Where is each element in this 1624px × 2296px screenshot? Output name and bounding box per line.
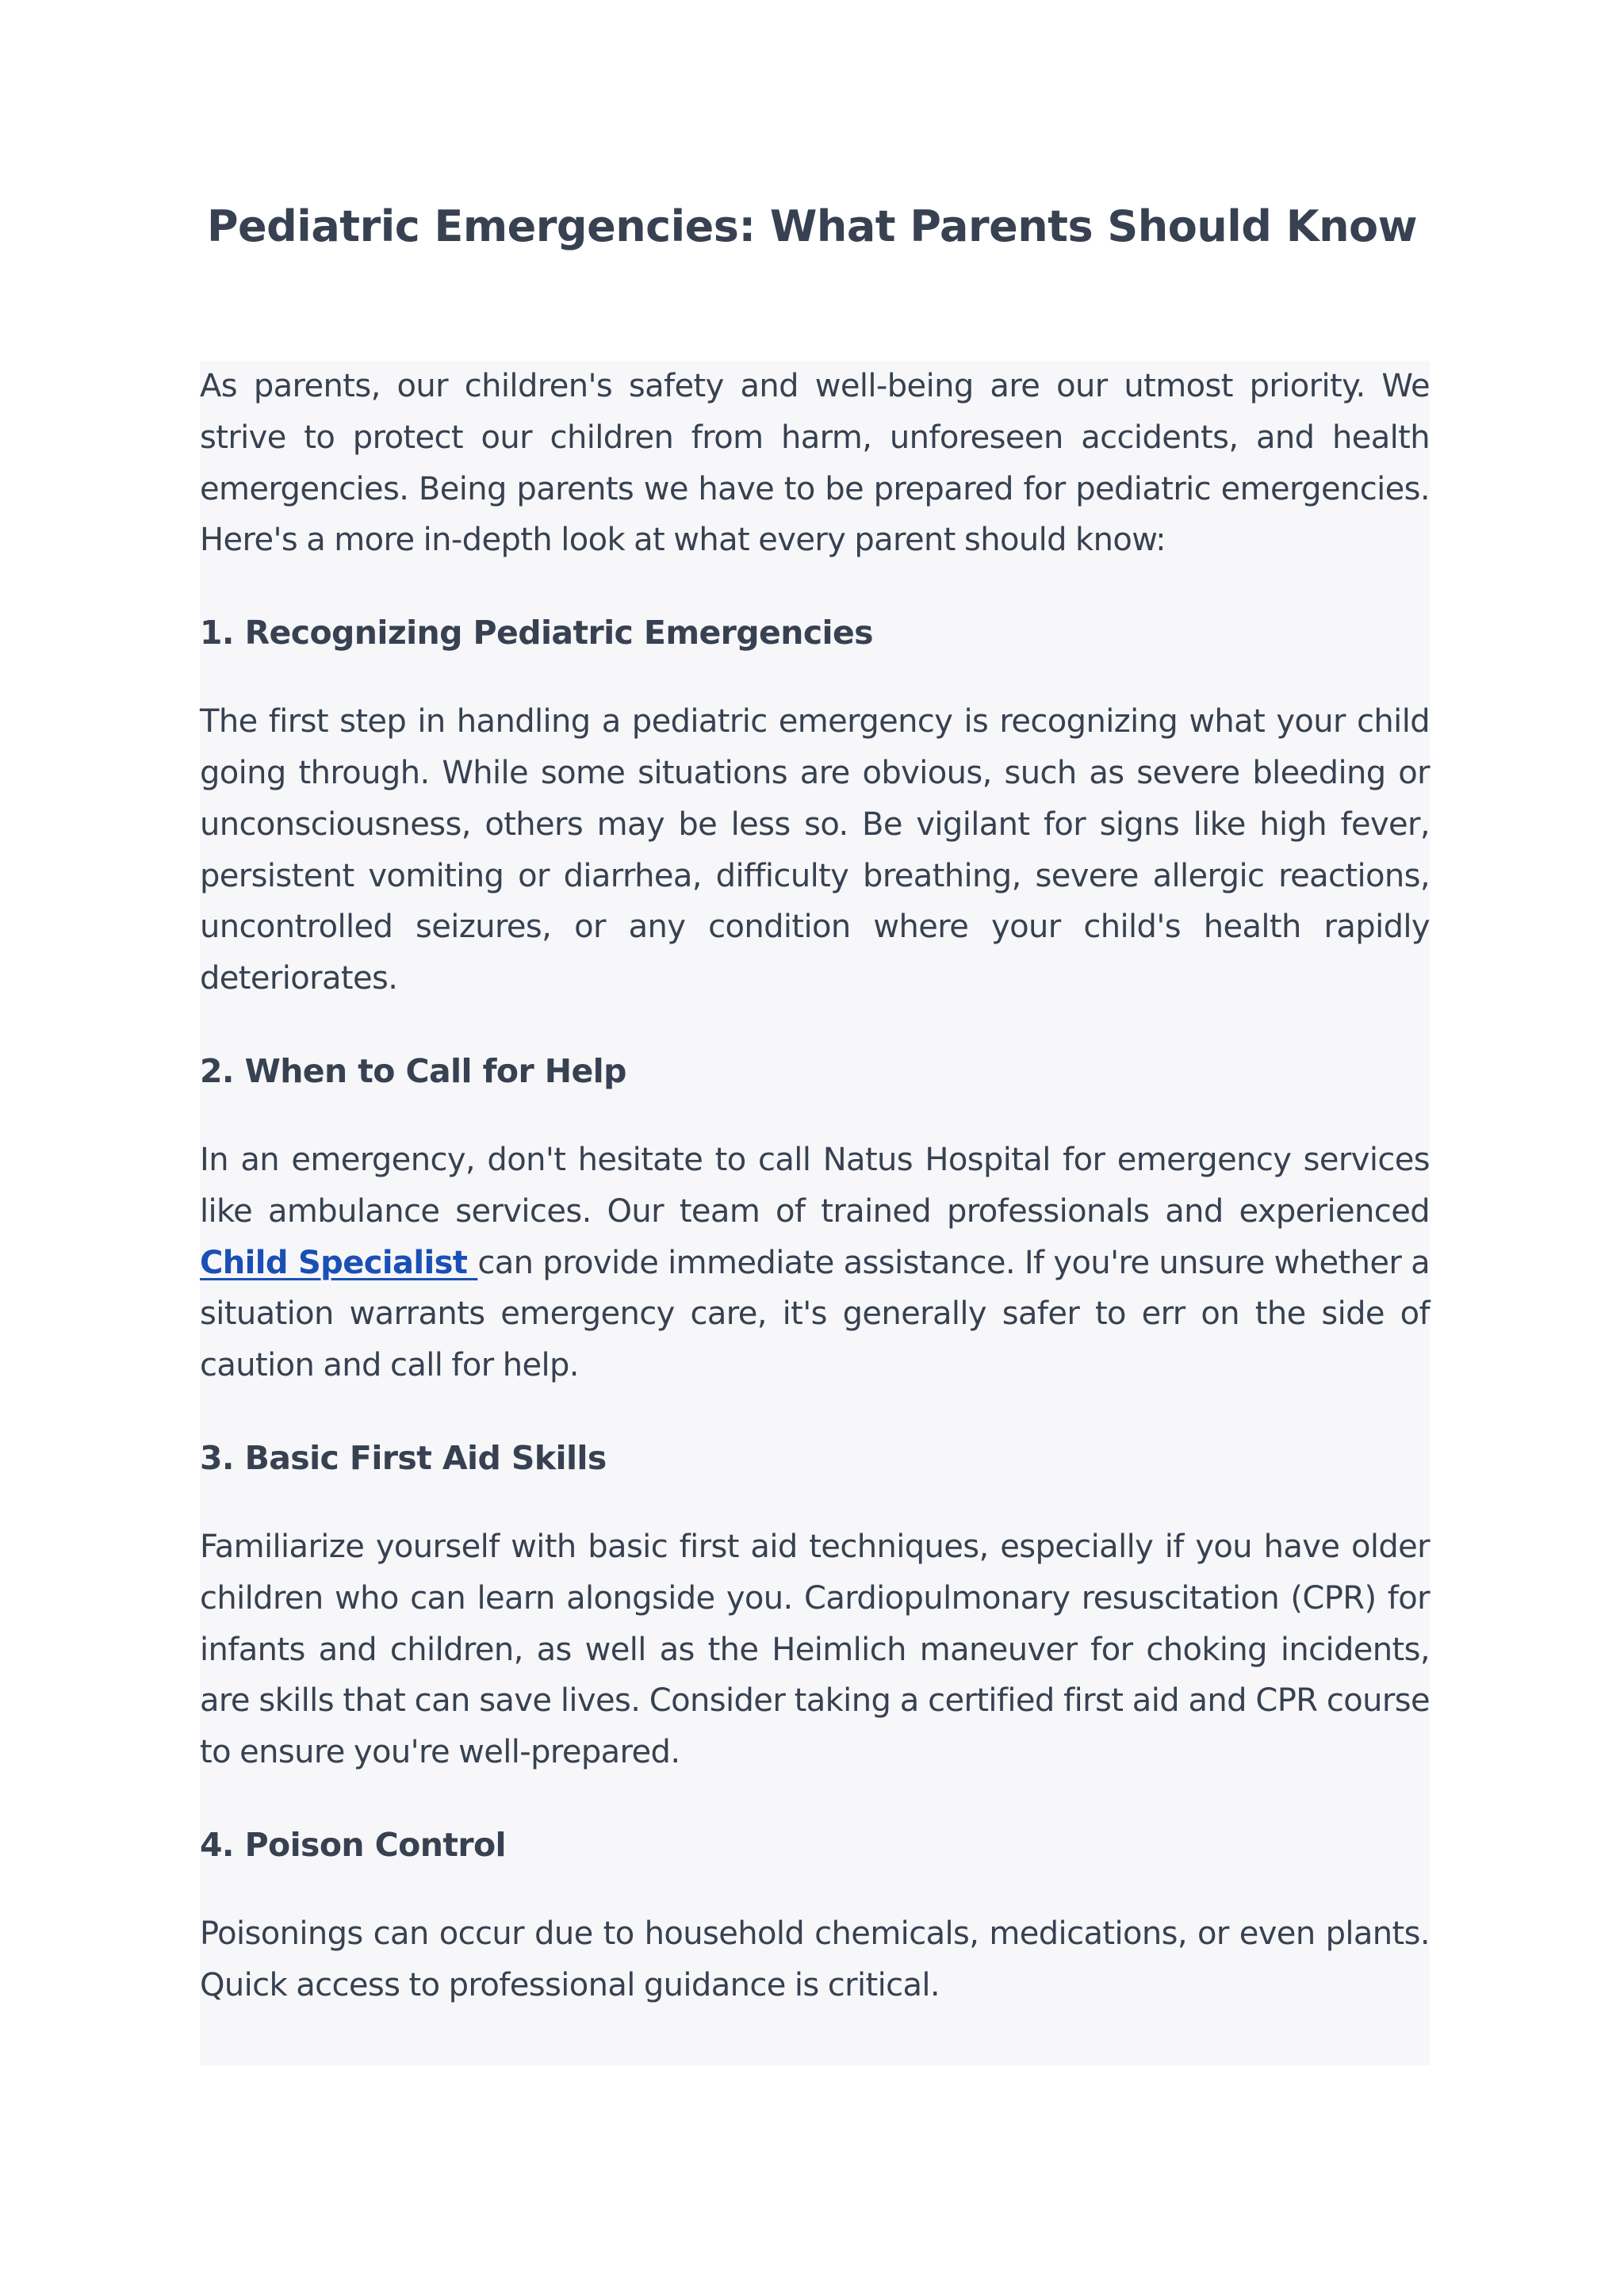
- section-heading-poison-control: 4. Poison Control: [200, 1825, 506, 1864]
- section-heading-when-to-call: 2. When to Call for Help: [200, 1051, 626, 1090]
- intro-paragraph: As parents, our children's safety and well-being are our utmost priority. We strive to protect our children from harm, unforeseen accidents, and health emergencies. Being parents we have to be prepared for pediatric emergencies. Here's a more in-depth look at what every parent should know:: [200, 368, 1430, 559]
- page-title: Pediatric Emergencies: What Parents Should Know: [206, 201, 1418, 251]
- section-heading-first-aid: 3. Basic First Aid Skills: [200, 1438, 607, 1477]
- section-body-when-to-call: [200, 1135, 1430, 1391]
- section-body-first-aid: Familiarize yourself with basic first aid techniques, especially if you have older children who can learn alongside you. Cardiopulmonary resuscitation (CPR) for infants and children, as well as the Heimlich maneuver for choking incidents, are skills that can save lives. Consider taking a certified first aid and CPR course to ensure you're well-prepared.: [200, 1528, 1430, 1771]
- section-body-when-to-call-part1: In an emergency, don't hesitate to call Natus Hospital for emergency services like ambulance services. Our team of trained professionals and experienced: [200, 1141, 1430, 1230]
- section-heading-recognizing: 1. Recognizing Pediatric Emergencies: [200, 614, 873, 652]
- section-body-when-to-call-part2: can provide immediate assistance. If you're unsure whether a situation warrants emergency care, it's generally safer to err on the side of caution and call for help.: [200, 1244, 1431, 1384]
- section-body-poison-control: Poisonings can occur due to household chemicals, medications, or even plants. Quick access to professional guidance is critical.: [200, 1915, 1430, 2003]
- section-body-recognizing: The first step in handling a pediatric emergency is recognizing what your child going through. While some situations are obvious, such as severe bleeding or unconsciousness, others may be less so. Be vigilant for signs like high fever, persistent vomiting or diarrhea, difficulty breathing, severe allergic reactions, uncontrolled seizures, or any condition where your child's health rapidly deteriorates.: [200, 703, 1430, 997]
- article-body: [200, 361, 1430, 2065]
- child-specialist-link[interactable]: Child Specialist: [200, 1244, 478, 1281]
